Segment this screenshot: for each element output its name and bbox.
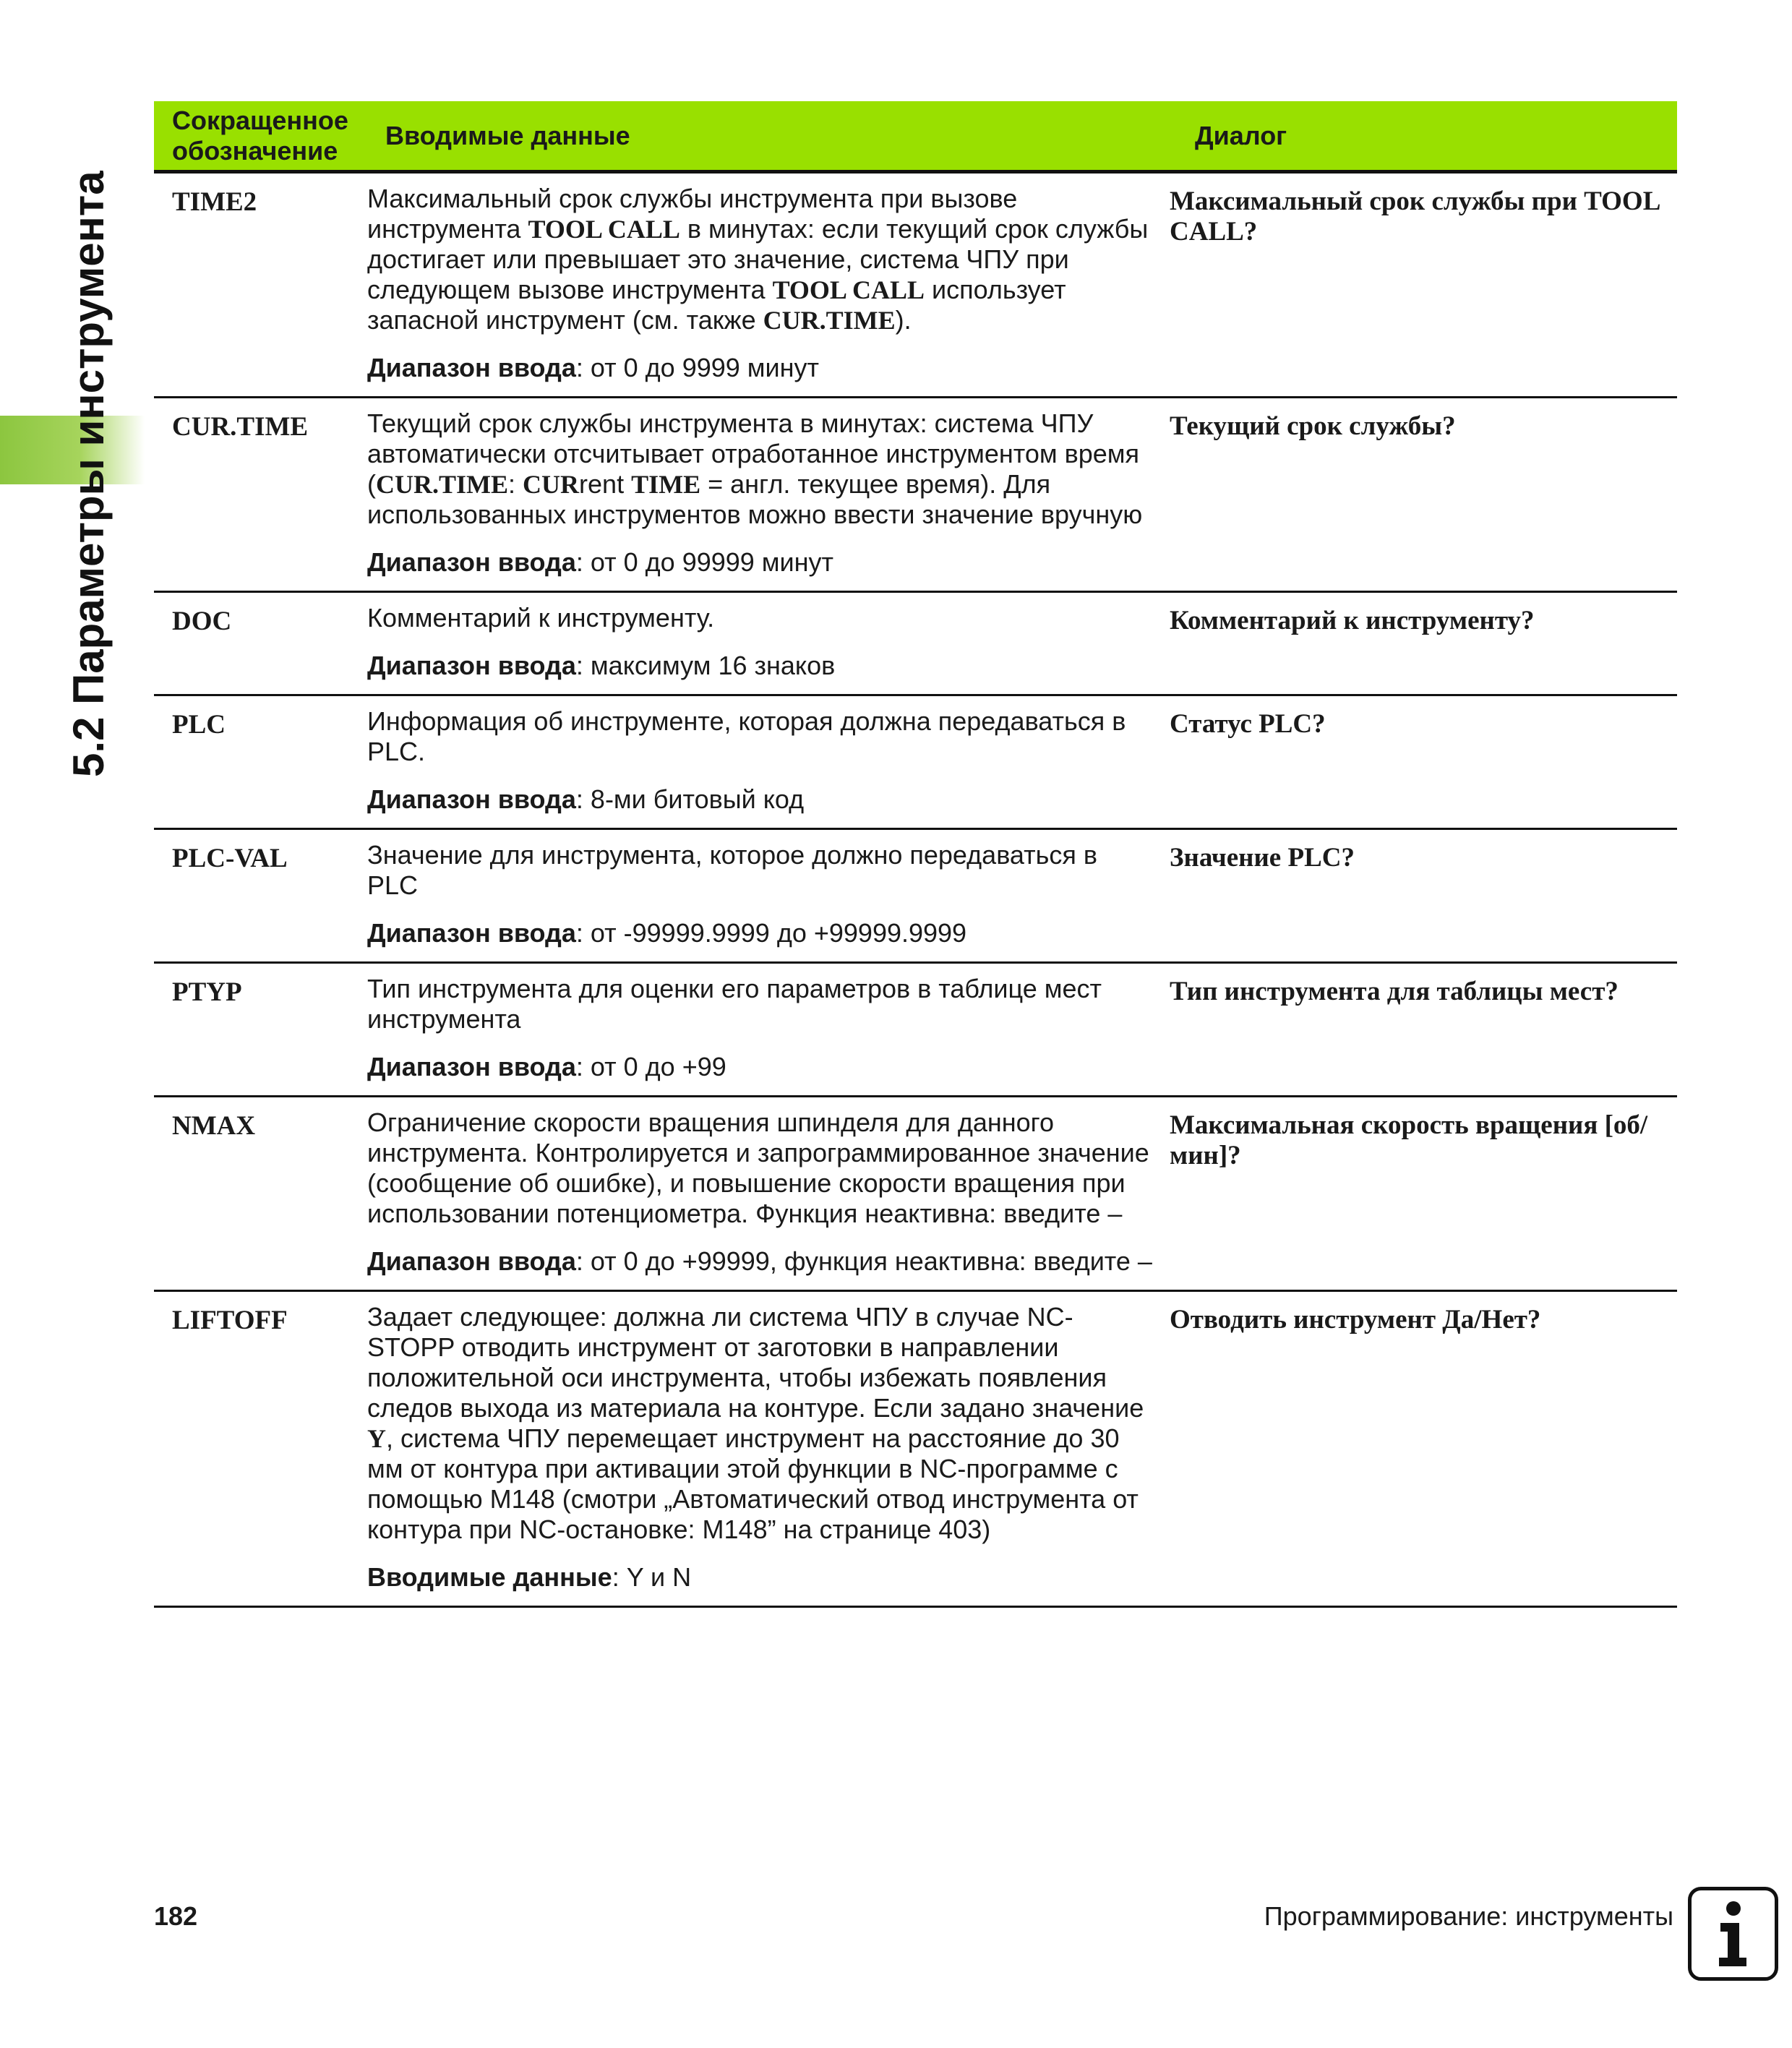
row-abbreviation: LIFTOFF bbox=[172, 1306, 288, 1335]
row-abbreviation: CUR.TIME bbox=[172, 412, 309, 442]
description-fragment: : bbox=[508, 469, 523, 499]
input-range-value: : от 0 до +99999, функция неактивна: введите – bbox=[575, 1246, 1152, 1276]
description-fragment: Задает следующее: должна ли система ЧПУ в случае NC-STOPP отводить инструмент от заготовки в направлении положительной оси инструмента, чтобы избежать появления следов выхода из материала на контуре. Если задано значение bbox=[367, 1302, 1144, 1423]
row-description bbox=[360, 1107, 1170, 1277]
description-fragment: Информация об инструменте, которая должна передаваться в PLC. bbox=[367, 706, 1126, 766]
input-range-value: : от 0 до 9999 минут bbox=[575, 353, 820, 382]
description-keyword: TOOL CALL bbox=[772, 275, 925, 304]
description-fragment: = англ. текущее время). Для использованных инструментов можно ввести значение вручную bbox=[367, 469, 1143, 529]
table-row bbox=[154, 964, 1677, 1097]
row-description bbox=[360, 184, 1170, 383]
row-abbreviation: DOC bbox=[172, 607, 232, 636]
row-dialog: Максимальная скорость вращения [об/мин]? bbox=[1170, 1110, 1648, 1170]
row-abbreviation: PLC bbox=[172, 710, 226, 740]
row-dialog: Максимальный срок службы при TOOL CALL? bbox=[1170, 187, 1660, 247]
row-description bbox=[360, 603, 1170, 681]
table-row bbox=[154, 593, 1677, 696]
table-row bbox=[154, 398, 1677, 593]
input-range-label: Диапазон ввода bbox=[367, 1246, 576, 1276]
input-range-value: : 8-ми битовый код bbox=[575, 784, 805, 814]
row-dialog: Текущий срок службы? bbox=[1170, 411, 1456, 441]
chapter-side-title: 5.2 Параметры инструмента bbox=[64, 171, 113, 777]
description-keyword: CUR bbox=[523, 470, 580, 499]
row-description bbox=[360, 974, 1170, 1082]
input-range-label: Диапазон ввода bbox=[367, 918, 576, 948]
table-row bbox=[154, 1292, 1677, 1608]
input-range bbox=[367, 1246, 1155, 1277]
table-body bbox=[154, 173, 1677, 1608]
table-row bbox=[154, 173, 1677, 398]
description-keyword: Y bbox=[367, 1424, 386, 1453]
input-range-label: Диапазон ввода bbox=[367, 651, 576, 680]
input-range-label: Диапазон ввода bbox=[367, 1052, 576, 1081]
header-input-data: Вводимые данные bbox=[385, 120, 630, 150]
description-fragment: , система ЧПУ перемещает инструмент на расстояние до 30 мм от контура при активации этой функции в NC-программе с помощью M148 (смотри „Автоматический отвод инструмента от контура при NC-остановке: M148” на странице 403) bbox=[367, 1423, 1139, 1544]
input-range bbox=[367, 918, 1155, 948]
row-description bbox=[360, 1302, 1170, 1593]
header-dialog: Диалог bbox=[1195, 120, 1287, 150]
input-range bbox=[367, 1562, 1155, 1593]
description-fragment: Максимальный срок службы инструмента при вызове инструмента bbox=[367, 184, 1018, 244]
input-range-label: Вводимые данные bbox=[367, 1562, 612, 1592]
input-range-value: : максимум 16 знаков bbox=[575, 651, 836, 680]
description-fragment: Ограничение скорости вращения шпинделя для данного инструмента. Контролируется и запрограммированное значение (сообщение об ошибке), и повышение скорости вращения при использовании потенциометра. Функция неактивна: введите – bbox=[367, 1107, 1149, 1228]
description-fragment: использует запасной инструмент (см. также bbox=[367, 275, 1066, 335]
footer-chapter-title: Программирование: инструменты bbox=[1264, 1901, 1673, 1931]
row-dialog: Статус PLC? bbox=[1170, 709, 1326, 739]
table-header bbox=[154, 101, 1677, 173]
input-range-label: Диапазон ввода bbox=[367, 353, 576, 382]
table-row bbox=[154, 830, 1677, 964]
description-text bbox=[367, 1302, 1155, 1545]
description-text bbox=[367, 408, 1155, 530]
row-abbreviation: TIME2 bbox=[172, 187, 257, 217]
input-range bbox=[367, 547, 1155, 578]
parameter-table bbox=[154, 101, 1677, 1608]
row-dialog: Отводить инструмент Да/Нет? bbox=[1170, 1305, 1541, 1334]
input-range bbox=[367, 1052, 1155, 1082]
table-row bbox=[154, 1097, 1677, 1292]
info-icon bbox=[1688, 1887, 1778, 1981]
input-range-value: : от 0 до 99999 минут bbox=[575, 547, 834, 577]
description-fragment: ). bbox=[895, 305, 912, 335]
page-number: 182 bbox=[154, 1901, 198, 1931]
description-text bbox=[367, 603, 1155, 633]
table-row bbox=[154, 696, 1677, 830]
input-range-label: Диапазон ввода bbox=[367, 547, 576, 577]
row-dialog: Комментарий к инструменту? bbox=[1170, 606, 1535, 635]
row-abbreviation: PLC-VAL bbox=[172, 844, 288, 873]
description-text bbox=[367, 706, 1155, 767]
description-text bbox=[367, 840, 1155, 901]
description-keyword: CUR.TIME bbox=[763, 306, 896, 335]
input-range bbox=[367, 651, 1155, 681]
header-abbreviation: Сокращенное обозначение bbox=[172, 105, 348, 166]
description-keyword: CUR.TIME bbox=[376, 470, 509, 499]
row-description bbox=[360, 706, 1170, 815]
input-range-value: : от -99999.9999 до +99999.9999 bbox=[575, 918, 967, 948]
row-dialog: Значение PLC? bbox=[1170, 843, 1355, 873]
row-description bbox=[360, 840, 1170, 948]
input-range-label: Диапазон ввода bbox=[367, 784, 576, 814]
input-range-value: : от 0 до +99 bbox=[575, 1052, 726, 1081]
row-description bbox=[360, 408, 1170, 578]
input-range-value: : Y и N bbox=[612, 1562, 692, 1592]
description-text bbox=[367, 184, 1155, 335]
input-range bbox=[367, 353, 1155, 383]
description-fragment: Тип инструмента для оценки его параметров в таблице мест инструмента bbox=[367, 974, 1102, 1034]
input-range bbox=[367, 784, 1155, 815]
row-abbreviation: PTYP bbox=[172, 977, 242, 1007]
description-keyword: TIME bbox=[631, 470, 701, 499]
description-text bbox=[367, 974, 1155, 1034]
description-fragment: Значение для инструмента, которое должно передаваться в PLC bbox=[367, 840, 1098, 900]
description-keyword: TOOL CALL bbox=[528, 215, 680, 244]
description-fragment: rent bbox=[579, 469, 632, 499]
description-fragment: Комментарий к инструменту. bbox=[367, 603, 715, 633]
description-text bbox=[367, 1107, 1155, 1229]
row-abbreviation: NMAX bbox=[172, 1111, 256, 1141]
description-fragment: Текущий срок службы инструмента в минутах: система ЧПУ автоматически отсчитывает отработанное инструментом время ( bbox=[367, 408, 1140, 499]
description-fragment: в минутах: если текущий срок службы достигает или превышает это значение, система ЧПУ при следующем вызове инструмента bbox=[367, 214, 1149, 304]
row-dialog: Тип инструмента для таблицы мест? bbox=[1170, 977, 1619, 1006]
